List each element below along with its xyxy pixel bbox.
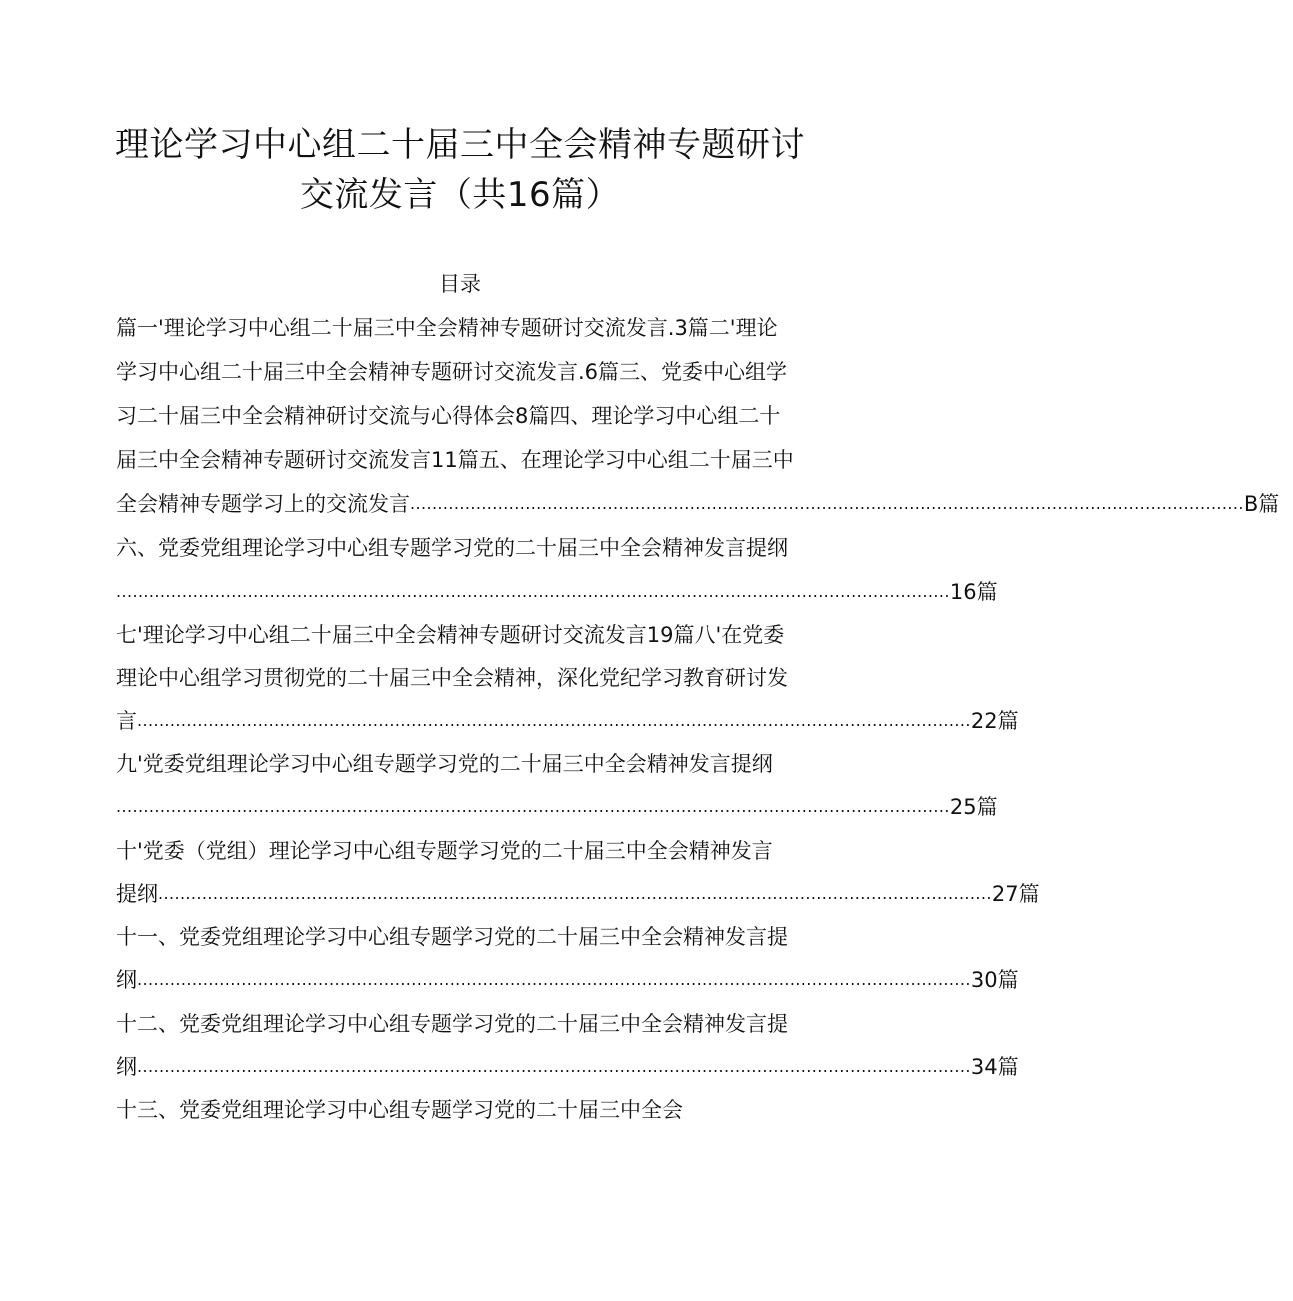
page-number: 34篇 bbox=[970, 1055, 1019, 1079]
document-title-line-2: 交流发言（共16篇） bbox=[299, 175, 621, 215]
page-number: 27篇 bbox=[991, 882, 1040, 906]
toc-entry-with-page: 纲 ........................................................................................................................................................ 30篇 bbox=[116, 965, 850, 995]
toc-line: 七'理论学习中心组二十届三中全会精神专题研讨交流发言19篇八'在党委 bbox=[116, 623, 785, 647]
toc-line: 十一、党委党组理论学习中心组专题学习党的二十届三中全会精神发言提 bbox=[116, 925, 788, 949]
toc-entry-with-page bbox=[116, 792, 998, 822]
dot-leader: ........................................................................................................................................................ bbox=[158, 884, 992, 903]
toc-entry-with-page: 纲 ........................................................................................................................................................ 34篇 bbox=[116, 1052, 850, 1082]
toc-entry-with-page: 全会精神专题学习上的交流发言 ........................................................................................................................................................ B篇 bbox=[116, 489, 850, 519]
page-number: 25篇 bbox=[949, 795, 998, 819]
toc-line: 习二十届三中全会精神研讨交流与心得体会8篇四、理论学习中心组二十 bbox=[116, 404, 781, 428]
toc-line: 六、党委党组理论学习中心组专题学习党的二十届三中全会精神发言提纲 bbox=[116, 536, 788, 560]
dot-leader: ........................................................................................................................................................ bbox=[116, 797, 950, 816]
page-number: 16篇 bbox=[949, 580, 998, 604]
toc-line: 十三、党委党组理论学习中心组专题学习党的二十届三中全会 bbox=[116, 1098, 683, 1122]
toc-line: 十'党委（党组）理论学习中心组专题学习党的二十届三中全会精神发言 bbox=[116, 839, 773, 863]
toc-line: 十二、党委党组理论学习中心组专题学习党的二十届三中全会精神发言提 bbox=[116, 1012, 788, 1036]
document-title-line-1: 理论学习中心组二十届三中全会精神专题研讨 bbox=[115, 125, 805, 165]
dot-leader: ........................................................................................................................................................ bbox=[137, 970, 971, 989]
toc-entry-with-page: 提纲 ........................................................................................................................................................ 27篇 bbox=[116, 879, 850, 909]
toc-line: 届三中全会精神专题研讨交流发言11篇五、在理论学习中心组二十届三中 bbox=[116, 448, 794, 472]
dot-leader: ........................................................................................................................................................ bbox=[137, 711, 971, 730]
toc-heading: 目录 bbox=[439, 272, 481, 296]
dot-leader: ........................................................................................................................................................ bbox=[410, 494, 1244, 513]
toc-line: 九'党委党组理论学习中心组专题学习党的二十届三中全会精神发言提纲 bbox=[116, 752, 773, 776]
toc-line: 篇一'理论学习中心组二十届三中全会精神专题研讨交流发言.3篇二'理论 bbox=[116, 316, 778, 340]
toc-entry-with-page: 言 ........................................................................................................................................................ 22篇 bbox=[116, 706, 850, 736]
dot-leader: ........................................................................................................................................................ bbox=[116, 582, 950, 601]
toc-line: 学习中心组二十届三中全会精神专题研讨交流发言.6篇三、党委中心组学 bbox=[116, 360, 788, 384]
page-number: 30篇 bbox=[970, 968, 1019, 992]
dot-leader: ........................................................................................................................................................ bbox=[137, 1057, 971, 1076]
toc-entry-with-page bbox=[116, 577, 998, 607]
toc-line: 理论中心组学习贯彻党的二十届三中全会精神，深化党纪学习教育研讨发 bbox=[116, 666, 788, 690]
page-number: B篇 bbox=[1243, 492, 1280, 516]
page-number: 22篇 bbox=[970, 709, 1019, 733]
